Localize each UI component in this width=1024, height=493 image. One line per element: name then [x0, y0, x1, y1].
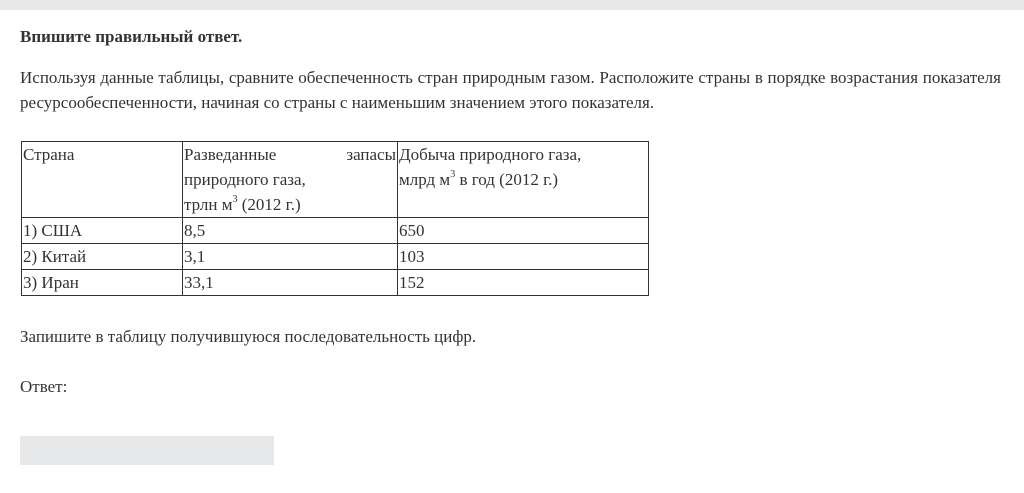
header-production-line1: Добыча природного газа,	[399, 145, 582, 164]
table-row	[22, 270, 649, 296]
header-reserves-line2: природного газа,	[184, 170, 306, 189]
cell-reserves: 8,5	[183, 218, 398, 244]
answer-label: Ответ:	[20, 377, 68, 396]
cell-production: 152	[398, 270, 649, 296]
header-reserves-line1: Разведанные запасы	[184, 145, 396, 164]
answer-input[interactable]	[20, 436, 274, 465]
cell-production: 650	[398, 218, 649, 244]
header-production-line2-tail: в год (2012 г.)	[455, 170, 559, 189]
cell-country: 2) Китай	[22, 244, 183, 270]
header-reserves-line3: трлн м	[184, 195, 233, 214]
header-production-line2: млрд м	[399, 170, 451, 189]
table-row	[22, 218, 649, 244]
cell-country: 3) Иран	[22, 270, 183, 296]
top-bar	[0, 0, 1024, 10]
instruction-heading: Впишите правильный ответ.	[20, 27, 243, 46]
gas-data-table	[21, 141, 649, 296]
header-reserves-sup: 3	[232, 194, 238, 206]
header-reserves	[183, 142, 398, 218]
cell-country: 1) США	[22, 218, 183, 244]
header-production	[398, 142, 649, 218]
table-header-row	[22, 142, 649, 218]
header-country	[22, 142, 183, 218]
footer-instruction: Запишите в таблицу получившуюся последовательность цифр.	[20, 327, 477, 346]
cell-reserves: 3,1	[183, 244, 398, 270]
header-country-label: Страна	[23, 145, 75, 164]
header-reserves-line3-tail: (2012 г.)	[237, 195, 301, 214]
task-text: Используя данные таблицы, сравните обеспеченность стран природным газом. Расположите страны в порядке возрастания показателя ресурсообеспеченности, начиная со страны с наименьшим значением этого показателя.	[20, 68, 1001, 112]
header-production-sup: 3	[450, 169, 456, 181]
cell-reserves: 33,1	[183, 270, 398, 296]
table-row	[22, 244, 649, 270]
cell-production: 103	[398, 244, 649, 270]
